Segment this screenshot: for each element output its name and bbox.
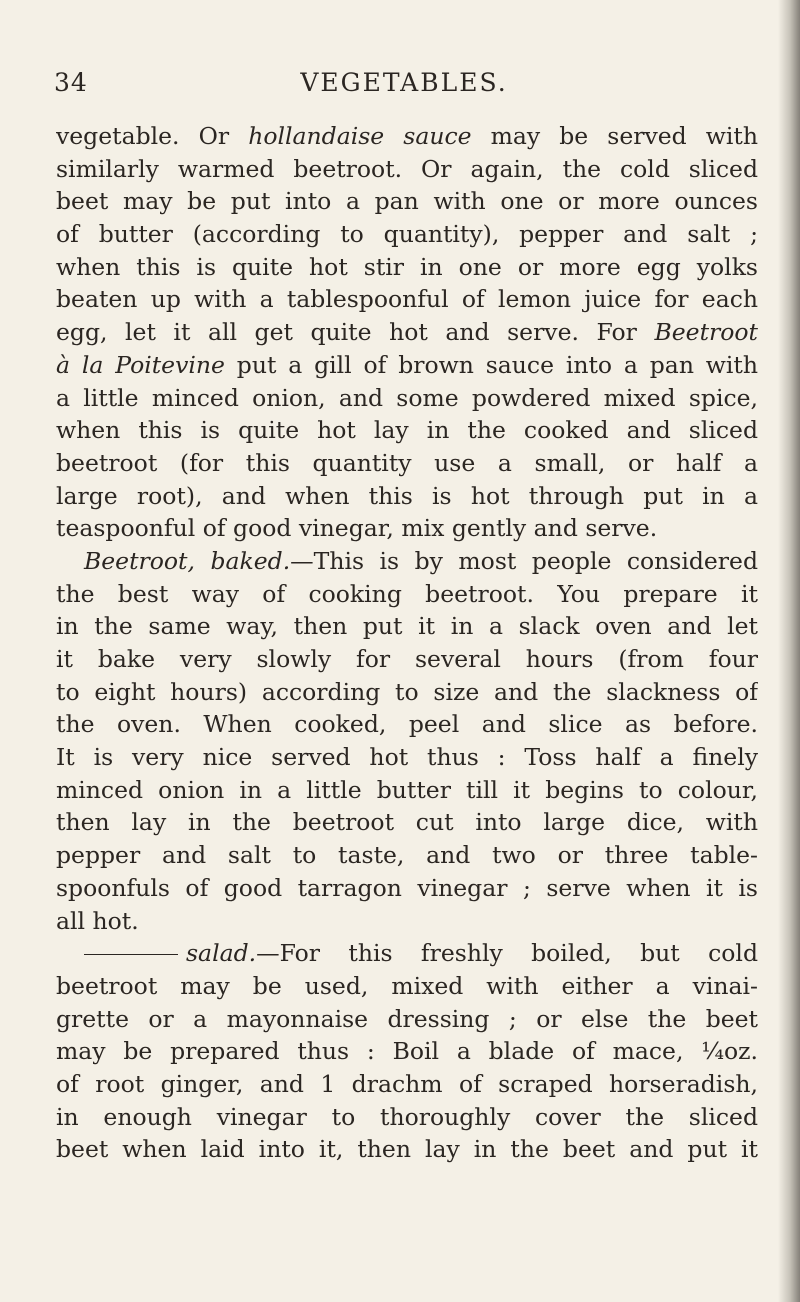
text-span: spoonfuls of good tarragon vinegar ; serve when it is	[56, 873, 758, 902]
text-span: large root), and when this is hot through put in a	[56, 481, 758, 510]
text-line	[56, 512, 758, 545]
italic-text: à la Poitevine	[56, 350, 225, 379]
text-span: when this is quite hot stir in one or more egg yolks	[56, 252, 758, 281]
running-title: VEGETABLES.	[300, 68, 508, 97]
text-line	[56, 120, 758, 153]
text-line	[56, 545, 758, 578]
text-span: beetroot may be used, mixed with either a vinai-	[56, 971, 758, 1000]
text-line	[56, 839, 758, 872]
text-span: vegetable. Or	[56, 122, 249, 150]
text-span: similarly warmed beetroot. Or again, the cold sliced	[56, 154, 758, 183]
text-line	[56, 937, 758, 970]
text-line	[56, 480, 758, 513]
page-edge-shadow	[778, 0, 800, 1302]
page-header	[54, 68, 754, 108]
text-span: may be served with	[471, 122, 758, 150]
text-span: put a gill of brown sauce into a pan with	[224, 350, 758, 379]
text-line	[56, 349, 758, 382]
text-span: It is very nice served hot thus : Toss half a finely	[56, 743, 758, 772]
ditto-rule	[84, 954, 178, 955]
text-span: beet when laid into it, then lay in the beet and put it	[56, 1135, 758, 1164]
text-span: egg, let it all get quite hot and serve. For	[56, 318, 655, 347]
text-line	[56, 185, 758, 218]
italic-text: Beetroot	[654, 318, 758, 347]
text-line	[56, 218, 758, 251]
text-span: pepper and salt to taste, and two or three table-	[56, 841, 758, 870]
text-span: of butter (according to quantity), pepper and salt ;	[56, 220, 758, 249]
text-line	[56, 1035, 758, 1068]
italic-text: salad.	[186, 939, 257, 968]
text-line	[56, 1101, 758, 1134]
text-line	[56, 1003, 758, 1036]
text-span: beet may be put into a pan with one or more ounces	[56, 187, 758, 216]
text-line	[56, 316, 758, 349]
text-span: the best way of cooking beetroot. You prepare it	[56, 579, 758, 608]
text-line	[56, 251, 758, 284]
text-line	[56, 414, 758, 447]
text-line	[56, 610, 758, 643]
text-span: may be prepared thus : Boil a blade of mace, ¼oz.	[56, 1037, 758, 1066]
text-span: a little minced onion, and some powdered mixed spice,	[56, 383, 758, 412]
text-line	[56, 708, 758, 741]
text-span: —For this freshly boiled, but cold	[256, 939, 758, 968]
text-span: all hot.	[56, 906, 139, 935]
text-span: teaspoonful of good vinegar, mix gently and serve.	[56, 514, 658, 543]
text-line	[56, 872, 758, 905]
text-span: when this is quite hot lay in the cooked and sliced	[56, 416, 758, 445]
text-span: it bake very slowly for several hours (from four	[56, 645, 758, 673]
text-line	[56, 741, 758, 774]
text-line	[56, 1133, 758, 1166]
italic-text: hollandaise sauce	[248, 122, 472, 150]
text-line	[56, 905, 758, 938]
italic-text: Beetroot, baked.	[84, 546, 291, 575]
text-line	[56, 447, 758, 480]
text-line	[56, 382, 758, 415]
text-span: of root ginger, and 1 drachm of scraped horseradish,	[56, 1069, 758, 1098]
text-line	[56, 676, 758, 709]
text-span: beetroot (for this quantity use a small, or half a	[56, 448, 758, 477]
page-number: 34	[54, 68, 88, 97]
text-line	[56, 643, 758, 676]
text-span: beaten up with a tablespoonful of lemon juice for each	[56, 285, 758, 314]
text-line	[56, 970, 758, 1003]
body-text	[56, 120, 758, 1166]
text-span: —This is by most people considered	[290, 546, 758, 575]
text-line	[56, 578, 758, 611]
text-span: grette or a mayonnaise dressing ; or else the beet	[56, 1004, 758, 1033]
text-span: in the same way, then put it in a slack oven and let	[56, 612, 758, 641]
text-line	[56, 283, 758, 316]
text-line	[56, 1068, 758, 1101]
text-span: in enough vinegar to thoroughly cover the sliced	[56, 1102, 758, 1131]
text-line	[56, 153, 758, 186]
text-line	[56, 774, 758, 807]
text-span: minced onion in a little butter till it begins to colour,	[56, 775, 758, 804]
text-span: to eight hours) according to size and the slackness of	[56, 677, 758, 706]
text-line	[56, 806, 758, 839]
text-span: then lay in the beetroot cut into large dice, with	[56, 808, 758, 837]
text-span: the oven. When cooked, peel and slice as before.	[56, 710, 758, 739]
